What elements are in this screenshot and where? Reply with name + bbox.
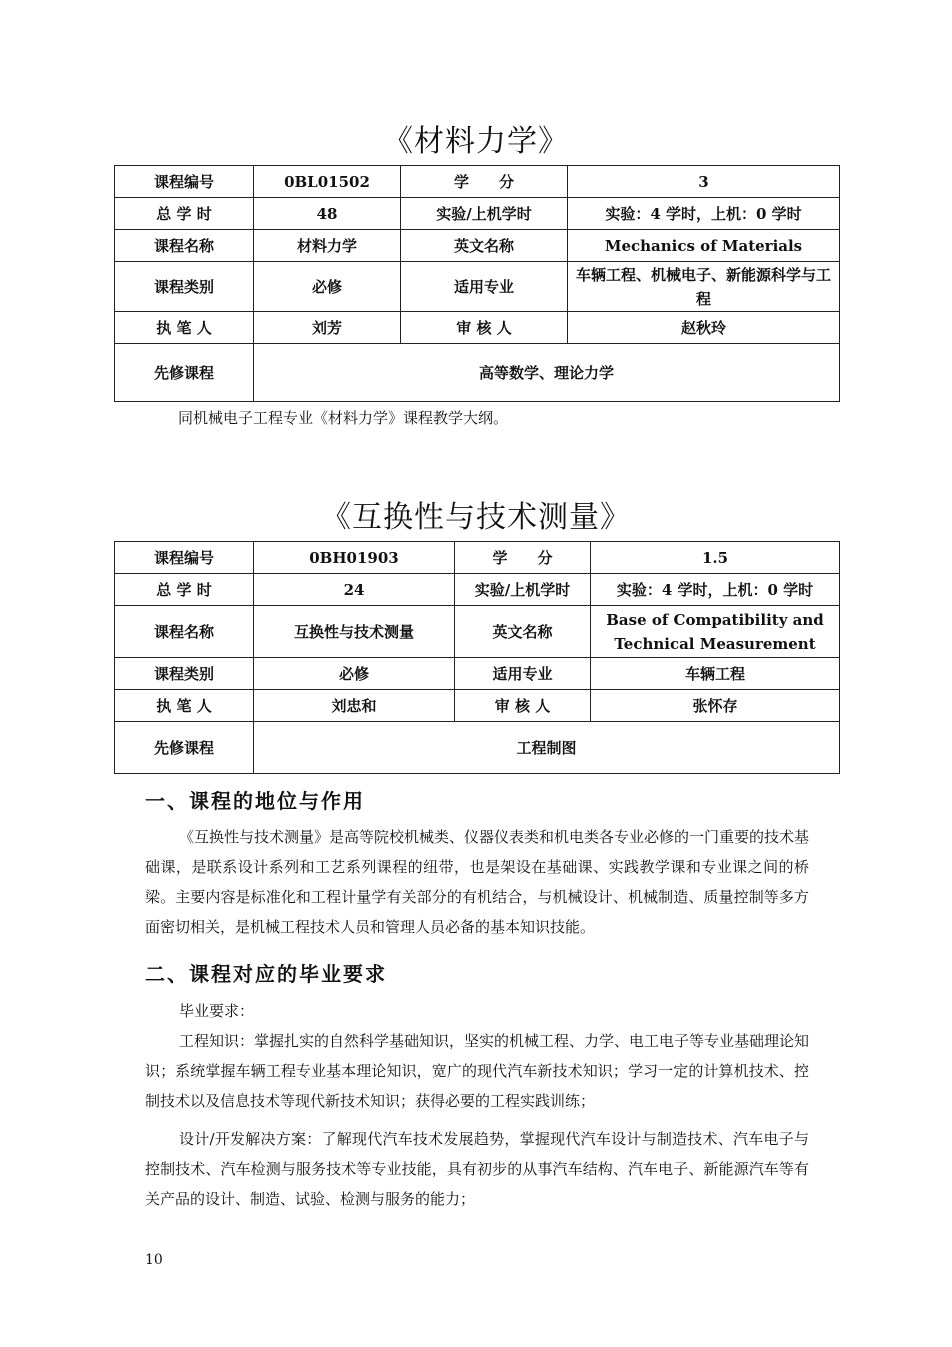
section-heading: 一、课程的地位与作用 xyxy=(145,789,365,813)
label-cell: 课程名称 xyxy=(115,230,254,262)
table-row xyxy=(115,606,840,658)
label-cell: 课程名称 xyxy=(115,606,254,658)
table-row xyxy=(115,230,840,262)
label-cell: 课程编号 xyxy=(115,166,254,198)
label-cell: 课程编号 xyxy=(115,542,254,574)
total-hours: 24 xyxy=(254,574,455,606)
applicable-majors: 车辆工程 xyxy=(591,658,840,690)
label-cell: 总 学 时 xyxy=(115,198,254,230)
course-info-table xyxy=(114,541,840,774)
course-type: 必修 xyxy=(254,658,455,690)
course-code: 0BH01903 xyxy=(254,542,455,574)
course-note: 同机械电子工程专业《材料力学》课程教学大纲。 xyxy=(178,409,509,427)
author: 刘芳 xyxy=(254,312,401,344)
body-paragraph: 毕业要求： xyxy=(179,1002,255,1020)
credits: 1.5 xyxy=(591,542,840,574)
applicable-majors: 车辆工程、机械电子、新能源科学与工程 xyxy=(568,262,840,312)
label-cell: 实验/上机学时 xyxy=(401,198,568,230)
course-title: 《材料力学》 xyxy=(383,124,569,159)
credits: 3 xyxy=(568,166,840,198)
course-name: 互换性与技术测量 xyxy=(254,606,455,658)
label-cell: 先修课程 xyxy=(115,344,254,402)
label-cell: 实验/上机学时 xyxy=(455,574,591,606)
label-cell: 课程类别 xyxy=(115,262,254,312)
label-cell: 执 笔 人 xyxy=(115,690,254,722)
prerequisites: 工程制图 xyxy=(254,722,840,774)
reviewer: 张怀存 xyxy=(591,690,840,722)
english-name: Base of Compatibility and Technical Measurement xyxy=(591,606,840,658)
course-name: 材料力学 xyxy=(254,230,401,262)
body-paragraph: 《互换性与技术测量》是高等院校机械类、仪器仪表类和机电类各专业必修的一门重要的技术基础课，是联系设计系列和工艺系列课程的纽带，也是架设在基础课、实践教学课和专业课之间的桥梁。主要内容是标准化和工程计量学有关部分的有机结合，与机械设计、机械制造、质量控制等多方面密切相关，是机械工程技术人员和管理人员必备的基本知识技能。 xyxy=(145,828,810,936)
table-row xyxy=(115,166,840,198)
course-type: 必修 xyxy=(254,262,401,312)
table-row xyxy=(115,198,840,230)
course-title: 《互换性与技术测量》 xyxy=(321,500,631,535)
author: 刘忠和 xyxy=(254,690,455,722)
body-paragraph: 工程知识：掌握扎实的自然科学基础知识，坚实的机械工程、力学、电工电子等专业基础理论知识；系统掌握车辆工程专业基本理论知识，宽广的现代汽车新技术知识；学习一定的计算机技术、控制技术以及信息技术等现代新技术知识；获得必要的工程实践训练； xyxy=(145,1032,810,1110)
table-row xyxy=(115,658,840,690)
reviewer: 赵秋玲 xyxy=(568,312,840,344)
table-row xyxy=(115,690,840,722)
lab-hours: 实验：4 学时，上机：0 学时 xyxy=(591,574,840,606)
label-cell: 课程类别 xyxy=(115,658,254,690)
english-name: Mechanics of Materials xyxy=(568,230,840,262)
prerequisites: 高等数学、理论力学 xyxy=(254,344,840,402)
table-row xyxy=(115,344,840,402)
label-cell: 审 核 人 xyxy=(401,312,568,344)
label-cell: 审 核 人 xyxy=(455,690,591,722)
table-row xyxy=(115,542,840,574)
label-cell: 适用专业 xyxy=(455,658,591,690)
table-row xyxy=(115,312,840,344)
page-number: 10 xyxy=(145,1252,163,1268)
course-info-table xyxy=(114,165,840,402)
label-cell: 执 笔 人 xyxy=(115,312,254,344)
course-code: 0BL01502 xyxy=(254,166,401,198)
lab-hours: 实验：4 学时，上机：0 学时 xyxy=(568,198,840,230)
section-heading: 二、课程对应的毕业要求 xyxy=(145,962,387,986)
label-cell: 学 分 xyxy=(455,542,591,574)
table-row xyxy=(115,722,840,774)
body-paragraph: 设计/开发解决方案：了解现代汽车技术发展趋势，掌握现代汽车设计与制造技术、汽车电子与控制技术、汽车检测与服务技术等专业技能，具有初步的从事汽车结构、汽车电子、新能源汽车等有关产品的设计、制造、试验、检测与服务的能力； xyxy=(145,1130,809,1208)
label-cell: 总 学 时 xyxy=(115,574,254,606)
label-cell: 先修课程 xyxy=(115,722,254,774)
table-row xyxy=(115,574,840,606)
total-hours: 48 xyxy=(254,198,401,230)
label-cell: 英文名称 xyxy=(401,230,568,262)
table-row xyxy=(115,262,840,312)
label-cell: 英文名称 xyxy=(455,606,591,658)
label-cell: 适用专业 xyxy=(401,262,568,312)
label-cell: 学 分 xyxy=(401,166,568,198)
